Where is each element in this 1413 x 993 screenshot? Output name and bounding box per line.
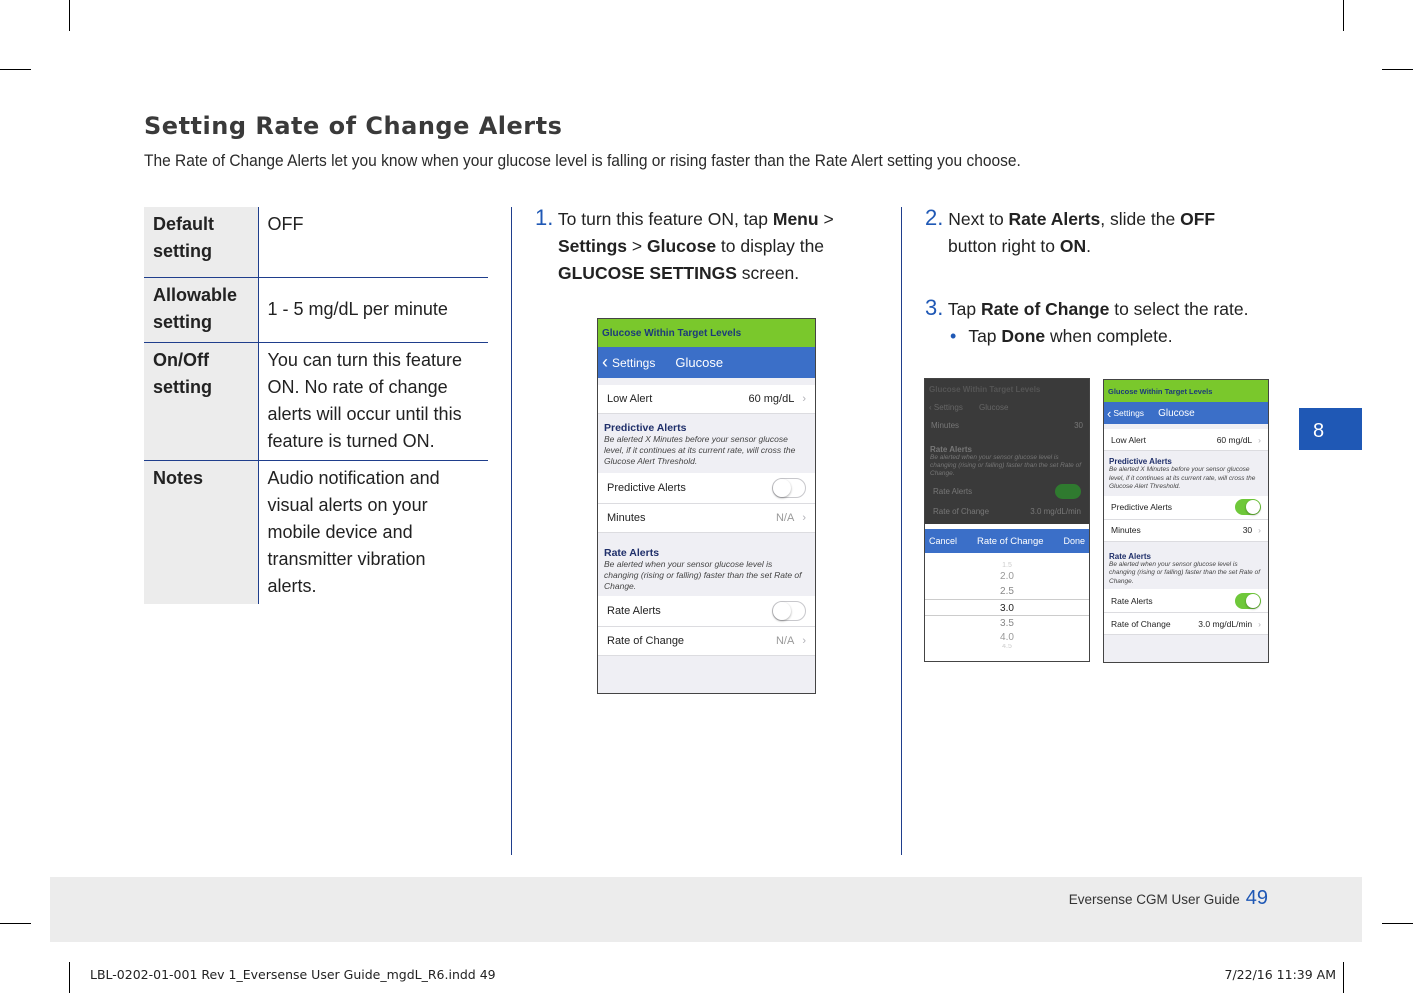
section-heading: Rate Alerts: [604, 547, 660, 559]
rate-alerts-row: [1104, 589, 1268, 613]
step-emphasis: Rate of Change: [980, 299, 1110, 319]
low-alert-row[interactable]: [1104, 429, 1268, 451]
rate-alerts-toggle: [1055, 484, 1081, 499]
table-value: 1 - 5 mg/dL per minute: [258, 277, 488, 342]
row-value: 3.0 mg/dL/min: [1198, 618, 1253, 629]
row-label: Minutes: [1111, 525, 1141, 535]
nav-bar: [925, 399, 1089, 421]
nav-bar: [1104, 402, 1268, 424]
rate-alerts-toggle[interactable]: [772, 601, 806, 621]
predictive-section: [1104, 451, 1268, 496]
picker-option: 3.5: [1000, 618, 1014, 629]
rate-picker-wheel[interactable]: [925, 562, 1089, 662]
row-label: Minutes: [931, 421, 960, 430]
rate-alerts-toggle[interactable]: [1235, 593, 1261, 609]
row-label: Rate of Change: [607, 635, 685, 647]
table-row: [144, 277, 488, 342]
step-text: .: [1086, 236, 1092, 256]
back-button[interactable]: [1107, 406, 1144, 421]
step-text: when complete.: [1045, 326, 1173, 346]
nav-title: Glucose: [1158, 407, 1195, 419]
step-emphasis: Menu: [772, 209, 819, 229]
cancel-button[interactable]: Cancel: [929, 536, 958, 546]
rate-alerts-row: [925, 480, 1089, 503]
predictive-alerts-row: [1104, 496, 1268, 520]
table-key: Notes: [144, 460, 258, 604]
step-3: [925, 294, 1295, 350]
section-heading: Rate Alerts: [930, 445, 972, 454]
table-row: [144, 207, 488, 277]
crop-mark: [1343, 962, 1344, 993]
rate-section: [598, 533, 815, 596]
section-heading: Predictive Alerts: [1109, 457, 1172, 466]
picker-option-selected: 3.0: [925, 599, 1089, 616]
step-1: [535, 204, 875, 287]
section-description: Be alerted when your sensor glucose level is changing (rising or falling) faster than the set Rate of Change.: [1109, 560, 1261, 585]
section-description: Be alerted X Minutes before your sensor glucose level, if it continues at its current rate, will cross the Glucose Alert Threshold.: [1109, 466, 1256, 490]
page-footer: [1069, 887, 1268, 910]
predictive-alerts-row: [598, 473, 815, 504]
step-text: To turn this feature ON, tap: [557, 209, 773, 229]
row-label: Minutes: [607, 512, 646, 524]
table-row: [144, 342, 488, 460]
picker-option: 2.0: [1000, 571, 1014, 582]
table-value: Audio notification and visual alerts on your mobile device and transmitter vibration alerts.: [258, 460, 488, 604]
bullet-icon: •: [950, 326, 957, 346]
section-description: Be alerted when your sensor glucose level is changing (rising or falling) faster than the set Rate of Change.: [604, 559, 802, 591]
status-banner: Glucose Within Target Levels: [1104, 380, 1268, 402]
row-label: Low Alert: [607, 393, 653, 405]
crop-mark: [69, 0, 70, 31]
step-emphasis: ON: [1059, 236, 1087, 256]
step-2: [925, 204, 1285, 260]
picker-toolbar: [925, 529, 1089, 553]
chevron-right-icon: ›: [802, 635, 806, 647]
table-value: OFF: [258, 207, 488, 277]
row-label: Rate of Change: [1111, 618, 1171, 629]
step-emphasis: Rate Alerts: [1008, 209, 1101, 229]
chevron-left-icon: ‹: [929, 403, 932, 412]
step-emphasis: GLUCOSE SETTINGS: [558, 263, 737, 283]
page-title: Setting Rate of Change Alerts: [144, 112, 563, 140]
step-text: , slide the: [1100, 209, 1181, 229]
crop-mark: [1382, 923, 1413, 924]
low-alert-row[interactable]: [598, 385, 815, 414]
table-row: [144, 460, 488, 604]
step-number: 1.: [535, 205, 554, 230]
chevron-left-icon: ‹: [1107, 405, 1112, 421]
page-intro: The Rate of Change Alerts let you know when your glucose level is falling or rising faster than the Rate Alert setting you choose.: [144, 152, 1021, 170]
section-heading: Rate Alerts: [1109, 551, 1151, 561]
step-text: Tap: [947, 299, 981, 319]
table-key: On/Off setting: [144, 342, 258, 460]
phone-screen-rate-picker: [924, 378, 1090, 662]
row-label: Low Alert: [1111, 434, 1146, 445]
rate-of-change-row[interactable]: [598, 627, 815, 656]
chevron-right-icon: ›: [802, 512, 806, 524]
row-value: 60 mg/dL: [748, 393, 795, 405]
predictive-section: [598, 414, 815, 473]
step-text: to select the rate.: [1109, 299, 1249, 319]
chevron-right-icon: ›: [1258, 618, 1261, 629]
page-number: 49: [1245, 887, 1268, 909]
step-emphasis: Done: [1001, 326, 1046, 346]
row-value: 30: [1074, 421, 1083, 430]
back-button[interactable]: [602, 352, 655, 373]
row-label: Predictive Alerts: [1111, 502, 1172, 512]
crop-mark: [1343, 0, 1344, 31]
step-emphasis: Settings: [558, 236, 628, 256]
phone-screen-glucose-settings: [597, 318, 816, 694]
rate-section: [1104, 542, 1268, 590]
step-text: >: [818, 209, 834, 229]
step-emphasis: Glucose: [647, 236, 717, 256]
row-label: Rate of Change: [933, 507, 990, 516]
chevron-left-icon: ‹: [602, 352, 608, 372]
status-banner: Glucose Within Target Levels: [598, 319, 815, 347]
picker-option: 1.5: [1002, 562, 1012, 569]
column-divider: [511, 207, 512, 855]
rate-alerts-row: [598, 596, 815, 627]
back-label: Settings: [1113, 408, 1145, 418]
crop-mark: [0, 923, 31, 924]
row-value: 60 mg/dL: [1216, 434, 1253, 445]
print-slug-right: 7/22/16 11:39 AM: [1224, 967, 1336, 982]
step-text: to display the: [716, 236, 825, 256]
row-label: Rate Alerts: [607, 605, 661, 617]
row-label: Predictive Alerts: [607, 482, 686, 494]
section-description: Be alerted when your sensor glucose level is changing (rising or falling) faster than the set Rate of Change.: [930, 454, 1082, 477]
table-key: Default setting: [144, 207, 258, 277]
predictive-alerts-toggle[interactable]: [1235, 499, 1261, 515]
minutes-row: [925, 421, 1089, 441]
crop-mark: [1382, 69, 1413, 70]
step-text: button right to: [948, 236, 1060, 256]
minutes-row[interactable]: [598, 504, 815, 533]
step-number: 3.: [925, 295, 944, 320]
row-value: 30: [1242, 525, 1253, 535]
crop-mark: [69, 962, 70, 993]
status-banner: Glucose Within Target Levels: [929, 385, 1041, 394]
chevron-right-icon: ›: [1258, 434, 1261, 445]
row-label: Rate Alerts: [1111, 595, 1153, 606]
phone-screen-alerts-on: [1103, 379, 1269, 663]
done-button[interactable]: Done: [1063, 536, 1085, 546]
rate-of-change-row[interactable]: [1104, 613, 1268, 635]
print-slug-left: LBL-0202-01-001 Rev 1_Eversense User Guide_mgdL_R6.indd 49: [90, 967, 496, 982]
step-text: >: [627, 236, 647, 256]
step-text: Tap: [968, 326, 1002, 346]
predictive-alerts-toggle[interactable]: [772, 478, 806, 498]
minutes-row[interactable]: [1104, 520, 1268, 542]
nav-title: Glucose: [675, 355, 724, 370]
chevron-right-icon: ›: [802, 393, 806, 405]
table-key: Allowable setting: [144, 277, 258, 342]
row-label: Rate Alerts: [933, 487, 973, 496]
row-value: N/A: [775, 512, 795, 524]
section-heading: Predictive Alerts: [604, 422, 687, 434]
picker-option: 4.0: [1000, 632, 1014, 643]
chapter-tab: 8: [1299, 408, 1362, 450]
row-value: N/A: [775, 635, 795, 647]
picker-option: 2.5: [1000, 586, 1014, 597]
chevron-right-icon: ›: [1258, 525, 1261, 535]
step-text: screen.: [736, 263, 800, 283]
settings-table: [144, 207, 488, 604]
footer-guide-title: Eversense CGM User Guide: [1068, 892, 1240, 907]
step-text: Next to: [948, 209, 1009, 229]
step-emphasis: OFF: [1180, 209, 1216, 229]
column-divider: [901, 207, 902, 855]
nav-title: Glucose: [979, 403, 1009, 412]
crop-mark: [0, 69, 31, 70]
nav-bar: [598, 347, 815, 378]
section-description: Be alerted X Minutes before your sensor glucose level, if it continues at its current rate, will cross the Glucose Alert Threshold.: [604, 434, 796, 466]
back-label: Settings: [612, 355, 656, 370]
row-value: 3.0 mg/dL/min: [1030, 507, 1081, 516]
rate-of-change-row: [925, 503, 1089, 520]
picker-title: Rate of Change: [976, 535, 1044, 547]
back-label: Settings: [933, 403, 963, 412]
table-value: You can turn this feature ON. No rate of change alerts will occur until this feature is turned ON.: [258, 342, 488, 460]
picker-option: 4.5: [1002, 644, 1012, 650]
step-number: 2.: [925, 205, 944, 230]
